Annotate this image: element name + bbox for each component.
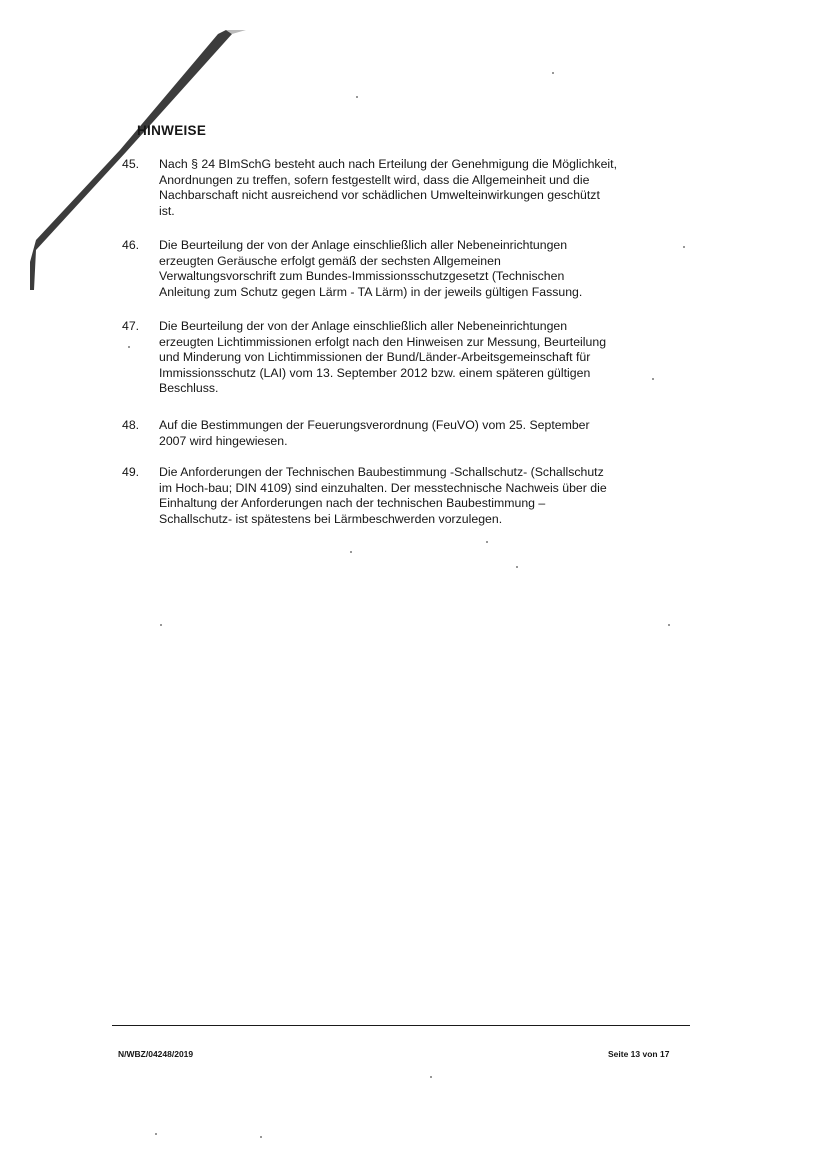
item-text — [159, 465, 699, 527]
section-heading: HINWEISE — [137, 123, 207, 138]
item-line: Die Beurteilung der von der Anlage einschließlich aller Nebeneinrichtungen — [159, 238, 568, 252]
item-number: 46. — [122, 238, 140, 252]
item-line: Nach § 24 BImSchG besteht auch nach Erteilung der Genehmigung die Möglichkeit, — [159, 157, 617, 171]
item-line: Verwaltungsvorschrift zum Bundes-Immissionsschutzgesetzt (Technischen — [159, 269, 565, 284]
scan-speck — [350, 551, 352, 553]
item-line: Auf die Bestimmungen der Feuerungsverordnung (FeuVO) vom 25. September — [159, 418, 590, 432]
item-text — [159, 238, 699, 300]
item-line: Nachbarschaft nicht ausreichend vor schädlichen Umwelteinwirkungen geschützt — [159, 188, 600, 203]
item-number: 47. — [122, 319, 140, 333]
scan-speck — [160, 624, 162, 626]
item-line: erzeugten Geräusche erfolgt gemäß der sechsten Allgemeinen — [159, 253, 501, 268]
item-text — [159, 418, 699, 449]
scan-speck — [260, 1136, 262, 1138]
item-text — [159, 319, 699, 397]
item-number: 48. — [122, 418, 140, 432]
item-line: Die Beurteilung der von der Anlage einschließlich aller Nebeneinrichtungen — [159, 319, 568, 333]
item-number: 49. — [122, 465, 140, 479]
item-number: 45. — [122, 157, 140, 171]
document-reference: N/WBZ/04248/2019 — [118, 1049, 194, 1059]
page-number: Seite 13 von 17 — [608, 1049, 670, 1059]
item-line: Einhaltung der Anforderungen nach der technischen Baubestimmung – — [159, 496, 546, 511]
item-line: Immissionsschutz (LAI) vom 13. September 2012 bzw. einem späteren gültigen — [159, 365, 591, 380]
scan-speck — [155, 1133, 157, 1135]
scan-speck — [683, 246, 685, 248]
item-text — [159, 157, 699, 219]
scan-speck — [356, 96, 358, 98]
scan-speck — [128, 346, 130, 348]
scan-speck — [430, 1076, 432, 1078]
scan-speck — [486, 541, 488, 543]
item-line: Die Anforderungen der Technischen Baubestimmung -Schallschutz- (Schallschutz — [159, 465, 604, 479]
item-line: Anleitung zum Schutz gegen Lärm - TA Lärm) in der jeweils gültigen Fassung. — [159, 284, 583, 299]
scan-speck — [552, 72, 554, 74]
item-line: Schallschutz- ist spätestens bei Lärmbeschwerden vorzulegen. — [159, 511, 503, 526]
item-line: ist. — [159, 203, 175, 218]
scan-speck — [668, 624, 670, 626]
item-line: Beschluss. — [159, 381, 219, 396]
item-line: und Minderung von Lichtimmissionen der Bund/Länder-Arbeitsgemeinschaft für — [159, 350, 591, 365]
item-line: 2007 wird hingewiesen. — [159, 433, 288, 448]
scan-speck — [516, 566, 518, 568]
scan-speck — [652, 378, 654, 380]
item-line: Anordnungen zu treffen, sofern festgestellt wird, dass die Allgemeinheit und die — [159, 172, 590, 187]
item-line: erzeugten Lichtimmissionen erfolgt nach den Hinweisen zur Messung, Beurteilung — [159, 334, 607, 349]
footer-divider — [112, 1025, 690, 1026]
item-line: im Hoch-bau; DIN 4109) sind einzuhalten. Der messtechnische Nachweis über die — [159, 480, 607, 495]
